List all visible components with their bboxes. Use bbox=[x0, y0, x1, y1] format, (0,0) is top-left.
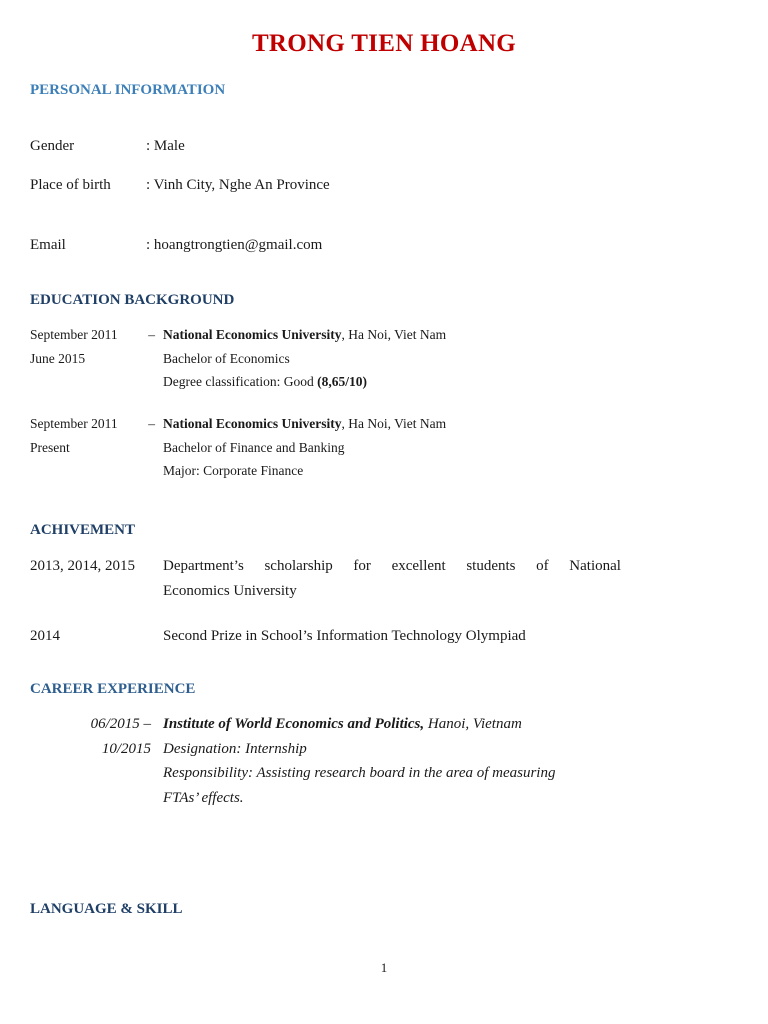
education-date-dash: – bbox=[148, 416, 155, 431]
career-responsibility-continued: FTAs’ effects. bbox=[163, 789, 244, 806]
education-location: , Ha Noi, Viet Nam bbox=[341, 416, 447, 431]
personal-information-heading: PERSONAL INFORMATION bbox=[30, 82, 226, 98]
career-experience-heading: CAREER EXPERIENCE bbox=[30, 681, 196, 697]
education-detail bbox=[163, 323, 446, 394]
achievement-line bbox=[163, 554, 621, 579]
education-date-end: Present bbox=[30, 439, 70, 455]
gender-value: : Male bbox=[146, 138, 185, 154]
education-date bbox=[30, 323, 155, 370]
education-background-heading: EDUCATION BACKGROUND bbox=[30, 292, 235, 308]
achievement-line: Economics University bbox=[163, 583, 297, 599]
career-organization: Institute of World Economics and Politics, bbox=[163, 716, 425, 732]
career-dates bbox=[30, 712, 151, 761]
achievement-line: Second Prize in School’s Information Technology Olympiad bbox=[163, 628, 526, 644]
achievement-year: 2014 bbox=[30, 628, 60, 644]
education-date-start: September 2011 bbox=[30, 327, 118, 342]
education-date-dash: – bbox=[148, 327, 155, 342]
career-location: Hanoi, Vietnam bbox=[424, 716, 522, 732]
achievement-year: 2013, 2014, 2015 bbox=[30, 558, 135, 574]
achievement-word: excellent bbox=[391, 558, 446, 574]
place-of-birth-label: Place of birth bbox=[30, 177, 111, 193]
candidate-name: TRONG TIEN HOANG bbox=[251, 30, 517, 57]
page-number: 1 bbox=[380, 960, 388, 975]
education-degree: Bachelor of Economics bbox=[163, 350, 290, 366]
education-date bbox=[30, 412, 155, 459]
gender-label: Gender bbox=[30, 138, 75, 154]
education-school: National Economics University bbox=[163, 327, 342, 342]
career-detail bbox=[163, 712, 623, 810]
language-skill-heading: LANGUAGE & SKILL bbox=[30, 901, 183, 917]
education-school: National Economics University bbox=[163, 416, 342, 431]
achievement-word: for bbox=[353, 558, 371, 574]
achievement-word: of bbox=[536, 558, 549, 574]
achievement-word: Department’s bbox=[163, 558, 244, 574]
email-value: : hoangtrongtien@gmail.com bbox=[146, 237, 323, 253]
education-major: Major: Corporate Finance bbox=[163, 463, 304, 478]
achievement-word: students bbox=[466, 558, 516, 574]
achievement-description bbox=[163, 554, 621, 604]
education-classification: Degree classification: Good bbox=[163, 374, 318, 389]
education-score: (8,65/10) bbox=[317, 374, 367, 389]
career-designation: Designation: Internship bbox=[163, 740, 307, 757]
education-location: , Ha Noi, Viet Nam bbox=[341, 327, 447, 342]
achievement-description bbox=[163, 624, 621, 649]
career-responsibility: Responsibility: Assisting research board in the area of measuring bbox=[163, 765, 556, 781]
career-date-start: 06/2015 – bbox=[90, 716, 151, 732]
career-date-end: 10/2015 bbox=[101, 740, 151, 757]
education-date-start: September 2011 bbox=[30, 416, 118, 431]
email-label: Email bbox=[30, 237, 66, 253]
place-of-birth-value: : Vinh City, Nghe An Province bbox=[146, 177, 330, 193]
education-detail bbox=[163, 412, 446, 483]
education-date-end: June 2015 bbox=[30, 350, 86, 366]
achievement-heading: ACHIVEMENT bbox=[30, 522, 136, 538]
education-degree: Bachelor of Finance and Banking bbox=[163, 439, 345, 455]
achievement-word: scholarship bbox=[264, 558, 333, 574]
achievement-word: National bbox=[569, 558, 621, 574]
